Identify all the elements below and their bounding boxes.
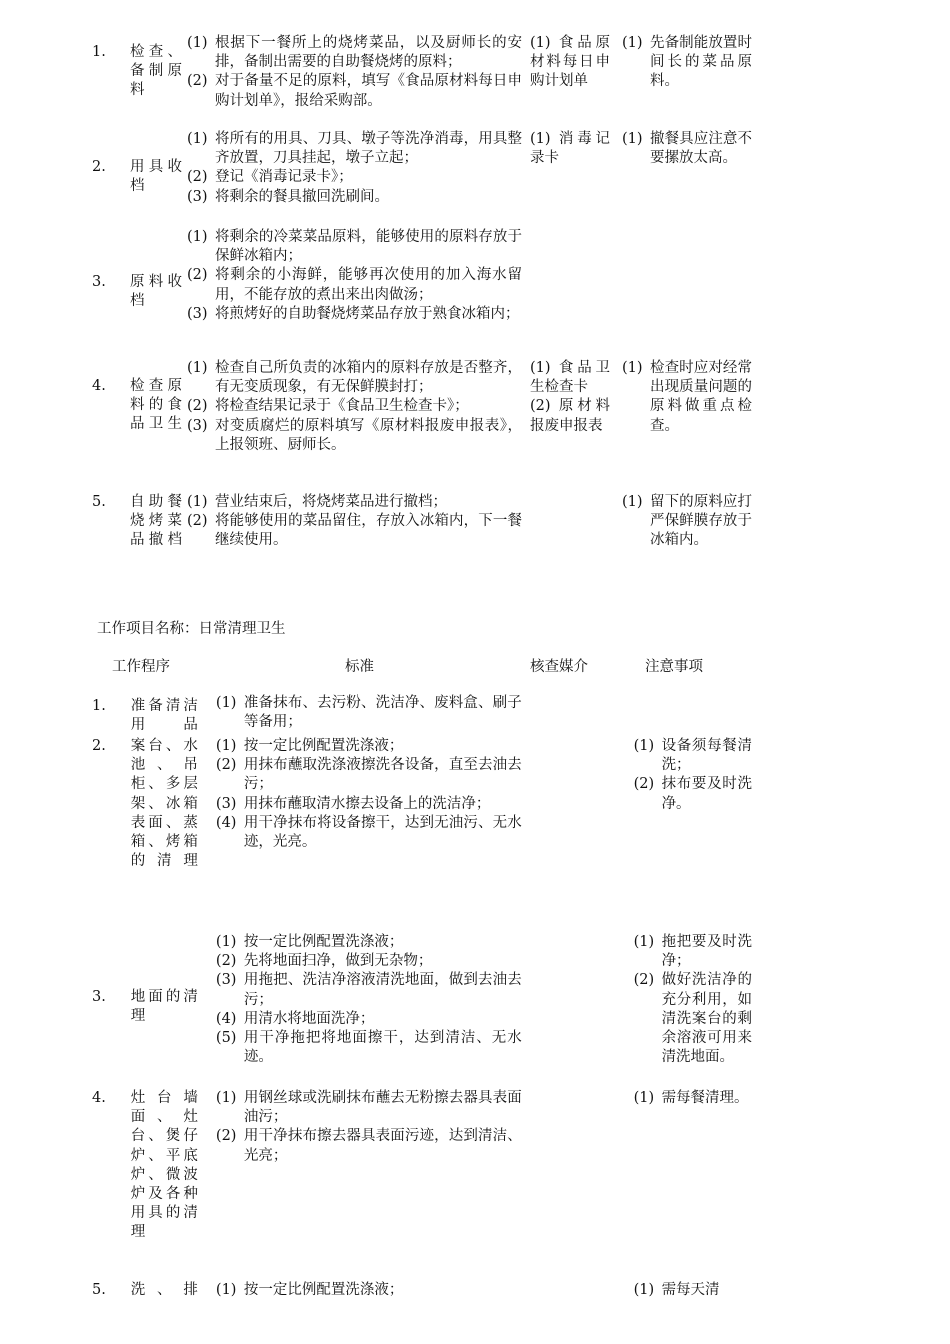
item-marker: (2): [187, 398, 208, 415]
standard-cell: [198, 1089, 522, 1281]
item-text: 准备抹布、去污粉、洗洁净、废料盒、刷子等备用；: [243, 695, 522, 731]
header-notes: 注意事项: [645, 659, 703, 675]
standard-item: [187, 417, 522, 455]
procedure-name-text: 准备清洁用品: [130, 698, 198, 734]
row-number-text: 1.: [92, 698, 106, 714]
standard-item: [216, 952, 522, 971]
row-number-text: 5.: [92, 494, 106, 510]
item-text: 用抹布蘸取洗涤液擦洗各设备，直至去油去污；: [243, 757, 522, 793]
item-marker: (2): [187, 513, 208, 530]
item-text: 抹布要及时洗净。: [661, 776, 752, 812]
media-item: (1) 消毒记录卡: [530, 131, 610, 167]
standard-cell: [198, 694, 522, 737]
item-marker: (1): [622, 494, 643, 510]
item-marker: (1): [215, 1090, 237, 1106]
standard-cell: [182, 359, 522, 493]
standard-item: [216, 933, 522, 952]
row-number: [92, 130, 130, 228]
item-marker: (1): [633, 1282, 655, 1298]
item-text: 登记《消毒记录卡》；: [215, 169, 353, 186]
procedure-name: [130, 228, 182, 359]
item-marker: (2): [187, 73, 208, 90]
item-text: 对变质腐烂的原料填写《原材料报废申报表》，上报领班、厨师长。: [215, 417, 522, 453]
item-marker: (3): [187, 188, 208, 205]
item-marker: (1): [187, 131, 208, 147]
procedure-name: [130, 359, 182, 493]
section-title: 工作项目名称：日常清理卫生: [97, 621, 286, 637]
table-row: [92, 34, 752, 130]
table-row: [92, 1089, 752, 1281]
notes-cell: [610, 359, 752, 493]
item-text: 将所有的用具、刀具、墩子等洗净消毒，用具整齐放置，刀具挂起，墩子立起；: [215, 131, 522, 167]
procedure-name-text: 地面的清理: [130, 989, 198, 1025]
media-cell: [522, 493, 610, 603]
item-marker: (2): [633, 776, 655, 793]
row-number: [92, 694, 131, 737]
item-text: 将能够使用的菜品留住，存放入冰箱内，下一餐继续使用。: [215, 513, 522, 549]
item-marker: (1): [215, 738, 237, 754]
item-text: 用钢丝球或洗刷抹布蘸去无粉擦去器具表面油污；: [243, 1090, 522, 1126]
standard-item: [216, 737, 522, 756]
row-number: [92, 359, 130, 493]
standard-item: [187, 130, 522, 168]
header-procedure: 工作程序: [112, 659, 170, 675]
item-marker: (3): [215, 972, 237, 989]
item-marker: (2): [187, 169, 208, 186]
standard-cell: [182, 34, 522, 130]
item-text: 检查自己所负责的冰箱内的原料存放是否整齐，有无变质现象，有无保鲜膜封打；: [215, 360, 522, 396]
note-item: [634, 737, 752, 775]
row-number-text: 4.: [92, 1090, 106, 1106]
item-marker: (1): [215, 695, 237, 711]
standard-item: [216, 971, 522, 1009]
table-row: [92, 228, 752, 359]
notes-cell: [620, 694, 752, 737]
table-row: [92, 737, 752, 933]
item-text: 设备须每餐清洗；: [661, 738, 752, 774]
standard-item: [187, 188, 522, 207]
item-text: 需每餐清理。: [661, 1090, 749, 1106]
item-text: 先将地面扫净，做到无杂物；: [243, 953, 433, 970]
item-text: 需每天清: [661, 1282, 720, 1298]
item-marker: (1): [633, 934, 655, 950]
media-item: (1) 食品原材料每日申购计划单: [530, 35, 610, 90]
media-cell: [522, 1281, 620, 1311]
row-number: [92, 737, 131, 933]
notes-cell: [610, 228, 752, 359]
item-marker: (1): [187, 229, 208, 245]
note-item: [634, 1281, 752, 1300]
standard-item: [216, 1281, 522, 1300]
standard-item: [216, 1089, 522, 1127]
row-number: [92, 933, 131, 1089]
item-marker: (2): [215, 953, 237, 970]
note-item: [622, 493, 752, 551]
item-text: 留下的原料应打严保鲜膜存放于冰箱内。: [650, 494, 752, 549]
item-marker: (1): [187, 35, 208, 51]
item-marker: (2): [215, 757, 237, 774]
notes-cell: [610, 493, 752, 603]
header-media: 核查媒介: [530, 659, 588, 675]
media-cell: [522, 228, 610, 359]
item-text: 将煎烤好的自助餐烧烤菜品存放于熟食冰箱内；: [215, 305, 520, 322]
item-marker: (3): [187, 417, 208, 434]
item-marker: (1): [215, 934, 237, 950]
standard-item: [216, 795, 522, 814]
item-text: 用干净拖把将地面擦干，达到清洁、无水迹。: [243, 1030, 522, 1066]
media-cell: [522, 34, 610, 130]
procedure-name: [131, 694, 198, 737]
item-text: 将剩余的小海鲜，能够再次使用的加入海水留用，不能存放的煮出来出肉做汤；: [215, 267, 522, 303]
row-number-text: 2.: [92, 159, 106, 175]
item-text: 检查时应对经常出现质量问题的原料做重点检查。: [650, 360, 752, 434]
standard-item: [187, 397, 522, 416]
table-row: [92, 130, 752, 228]
media-item: (1) 食品卫生检查卡: [530, 360, 610, 396]
row-number: [92, 493, 130, 603]
row-number-text: 1.: [92, 44, 106, 60]
notes-cell: [610, 130, 752, 228]
table-row: [92, 694, 752, 737]
item-text: 按一定比例配置洗涤液；: [243, 738, 404, 754]
table-row: [92, 933, 752, 1089]
item-text: 撤餐具应注意不要摞放太高。: [650, 131, 752, 167]
item-marker: (5): [215, 1030, 237, 1047]
item-marker: (2): [215, 1128, 237, 1145]
note-item: [622, 359, 752, 436]
standard-cell: [182, 228, 522, 359]
table-row: [92, 359, 752, 493]
item-marker: (3): [187, 305, 208, 322]
standard-item: [216, 694, 522, 732]
standard-item: [187, 512, 522, 550]
note-item: [634, 775, 752, 813]
standard-item: [187, 493, 522, 512]
procedure-name: [131, 933, 198, 1089]
item-text: 将检查结果记录于《食品卫生检查卡》；: [215, 398, 469, 415]
media-cell: [522, 933, 620, 1089]
standard-cell: [198, 737, 522, 933]
procedure-name-text: 检查原料的食品卫生: [130, 378, 182, 433]
notes-cell: [620, 1281, 752, 1311]
media-cell: [522, 359, 610, 493]
item-marker: (1): [633, 738, 655, 754]
note-item: [634, 933, 752, 971]
item-text: 将剩余的冷菜菜品原料，能够使用的原料存放于保鲜冰箱内；: [215, 229, 522, 265]
media-cell: [522, 737, 620, 933]
media-cell: [522, 1089, 620, 1281]
notes-cell: [620, 933, 752, 1089]
row-number: [92, 34, 130, 130]
procedure-name: [131, 1089, 198, 1281]
item-marker: (1): [187, 360, 208, 376]
item-marker: (4): [215, 1010, 237, 1027]
item-marker: (1): [622, 360, 643, 376]
standard-item: [216, 1029, 522, 1067]
item-text: 拖把要及时洗净；: [661, 934, 752, 970]
item-marker: (1): [622, 35, 643, 51]
header-standard: 标准: [345, 659, 374, 675]
item-text: 用干净抹布擦去器具表面污迹，达到清洁、光亮；: [243, 1128, 522, 1164]
item-marker: (1): [215, 1282, 237, 1298]
media-cell: [522, 130, 610, 228]
notes-cell: [620, 1089, 752, 1281]
item-text: 按一定比例配置洗涤液；: [243, 934, 404, 950]
procedure-name: [131, 737, 198, 933]
item-text: 将剩余的餐具撤回洗刷间。: [215, 188, 389, 205]
row-number: [92, 228, 130, 359]
note-item: [634, 1089, 752, 1108]
note-item: [634, 971, 752, 1067]
item-marker: (4): [215, 814, 237, 831]
standard-item: [216, 1127, 522, 1165]
item-text: 用干净抹布将设备擦干，达到无油污、无水迹，光亮。: [243, 814, 522, 851]
procedure-name-text: 用具收档: [130, 159, 182, 195]
procedure-name: [130, 493, 182, 603]
notes-cell: [610, 34, 752, 130]
procedure-name-text: 检查、备制原料: [130, 44, 182, 99]
standard-item: [187, 72, 522, 110]
standard-item: [187, 305, 522, 324]
standard-cell: [198, 933, 522, 1089]
item-text: 按一定比例配置洗涤液；: [243, 1282, 404, 1298]
item-text: 先备制能放置时间长的菜品原料。: [650, 35, 752, 90]
standard-item: [216, 1010, 522, 1029]
row-number: [92, 1089, 131, 1281]
procedure-name-text: 原料收档: [130, 274, 182, 310]
standard-cell: [182, 130, 522, 228]
procedure-name-text: 洗、排: [130, 1282, 198, 1298]
media-cell: [522, 694, 620, 737]
standard-item: [187, 359, 522, 397]
procedure-name: [130, 130, 182, 228]
item-text: 用清水将地面洗净；: [243, 1010, 375, 1027]
row-number-text: 5.: [92, 1282, 106, 1298]
item-marker: (1): [187, 494, 208, 510]
item-marker: (2): [633, 972, 655, 989]
row-number-text: 4.: [92, 378, 106, 394]
item-text: 用拖把、洗洁净溶液清洗地面，做到去油去污；: [243, 972, 522, 1008]
standard-item: [187, 168, 522, 187]
item-marker: (2): [187, 267, 208, 284]
standard-item: [216, 756, 522, 794]
standard-item: [187, 34, 522, 72]
note-item: [622, 34, 752, 92]
table-row: [92, 1281, 752, 1311]
procedure-name-text: 案台、水池、吊柜、多层架、冰箱表面、蒸箱、烤箱的清理: [130, 738, 198, 870]
procedure-name: [131, 1281, 198, 1311]
procedure-table-2: [92, 694, 752, 1311]
row-number-text: 3.: [92, 274, 106, 290]
table-row: [92, 493, 752, 603]
standard-cell: [198, 1281, 522, 1311]
procedure-name-text: 自助餐烧烤菜品撤档: [130, 494, 182, 549]
item-text: 根据下一餐所上的烧烤菜品，以及厨师长的安排，备制出需要的自助餐烧烤的原料；: [215, 35, 522, 71]
standard-item: [187, 266, 522, 304]
item-marker: (1): [622, 131, 643, 147]
row-number: [92, 1281, 131, 1311]
standard-cell: [182, 493, 522, 603]
item-text: 营业结束后，将烧烤菜品进行撤档；: [215, 494, 447, 510]
standard-item: [187, 228, 522, 266]
standard-item: [216, 814, 522, 852]
media-item: (2) 原材料报废申报表: [530, 398, 610, 434]
item-text: 用抹布蘸取清水擦去设备上的洗洁净；: [243, 795, 491, 812]
procedure-table-1: [92, 34, 752, 603]
procedure-name: [130, 34, 182, 130]
note-item: [622, 130, 752, 168]
item-text: 做好洗洁净的充分利用，如清洗案台的剩余溶液可用来清洗地面。: [661, 972, 752, 1066]
procedure-name-text: 灶台墙面、灶台、煲仔炉、平底炉、微波炉及各种用具的清理: [130, 1090, 198, 1241]
item-text: 对于备量不足的原料，填写《食品原材料每日申购计划单》，报给采购部。: [215, 73, 522, 109]
item-marker: (3): [215, 795, 237, 812]
item-marker: (1): [633, 1090, 655, 1106]
row-number-text: 3.: [92, 989, 106, 1005]
row-number-text: 2.: [92, 738, 106, 754]
notes-cell: [620, 737, 752, 933]
